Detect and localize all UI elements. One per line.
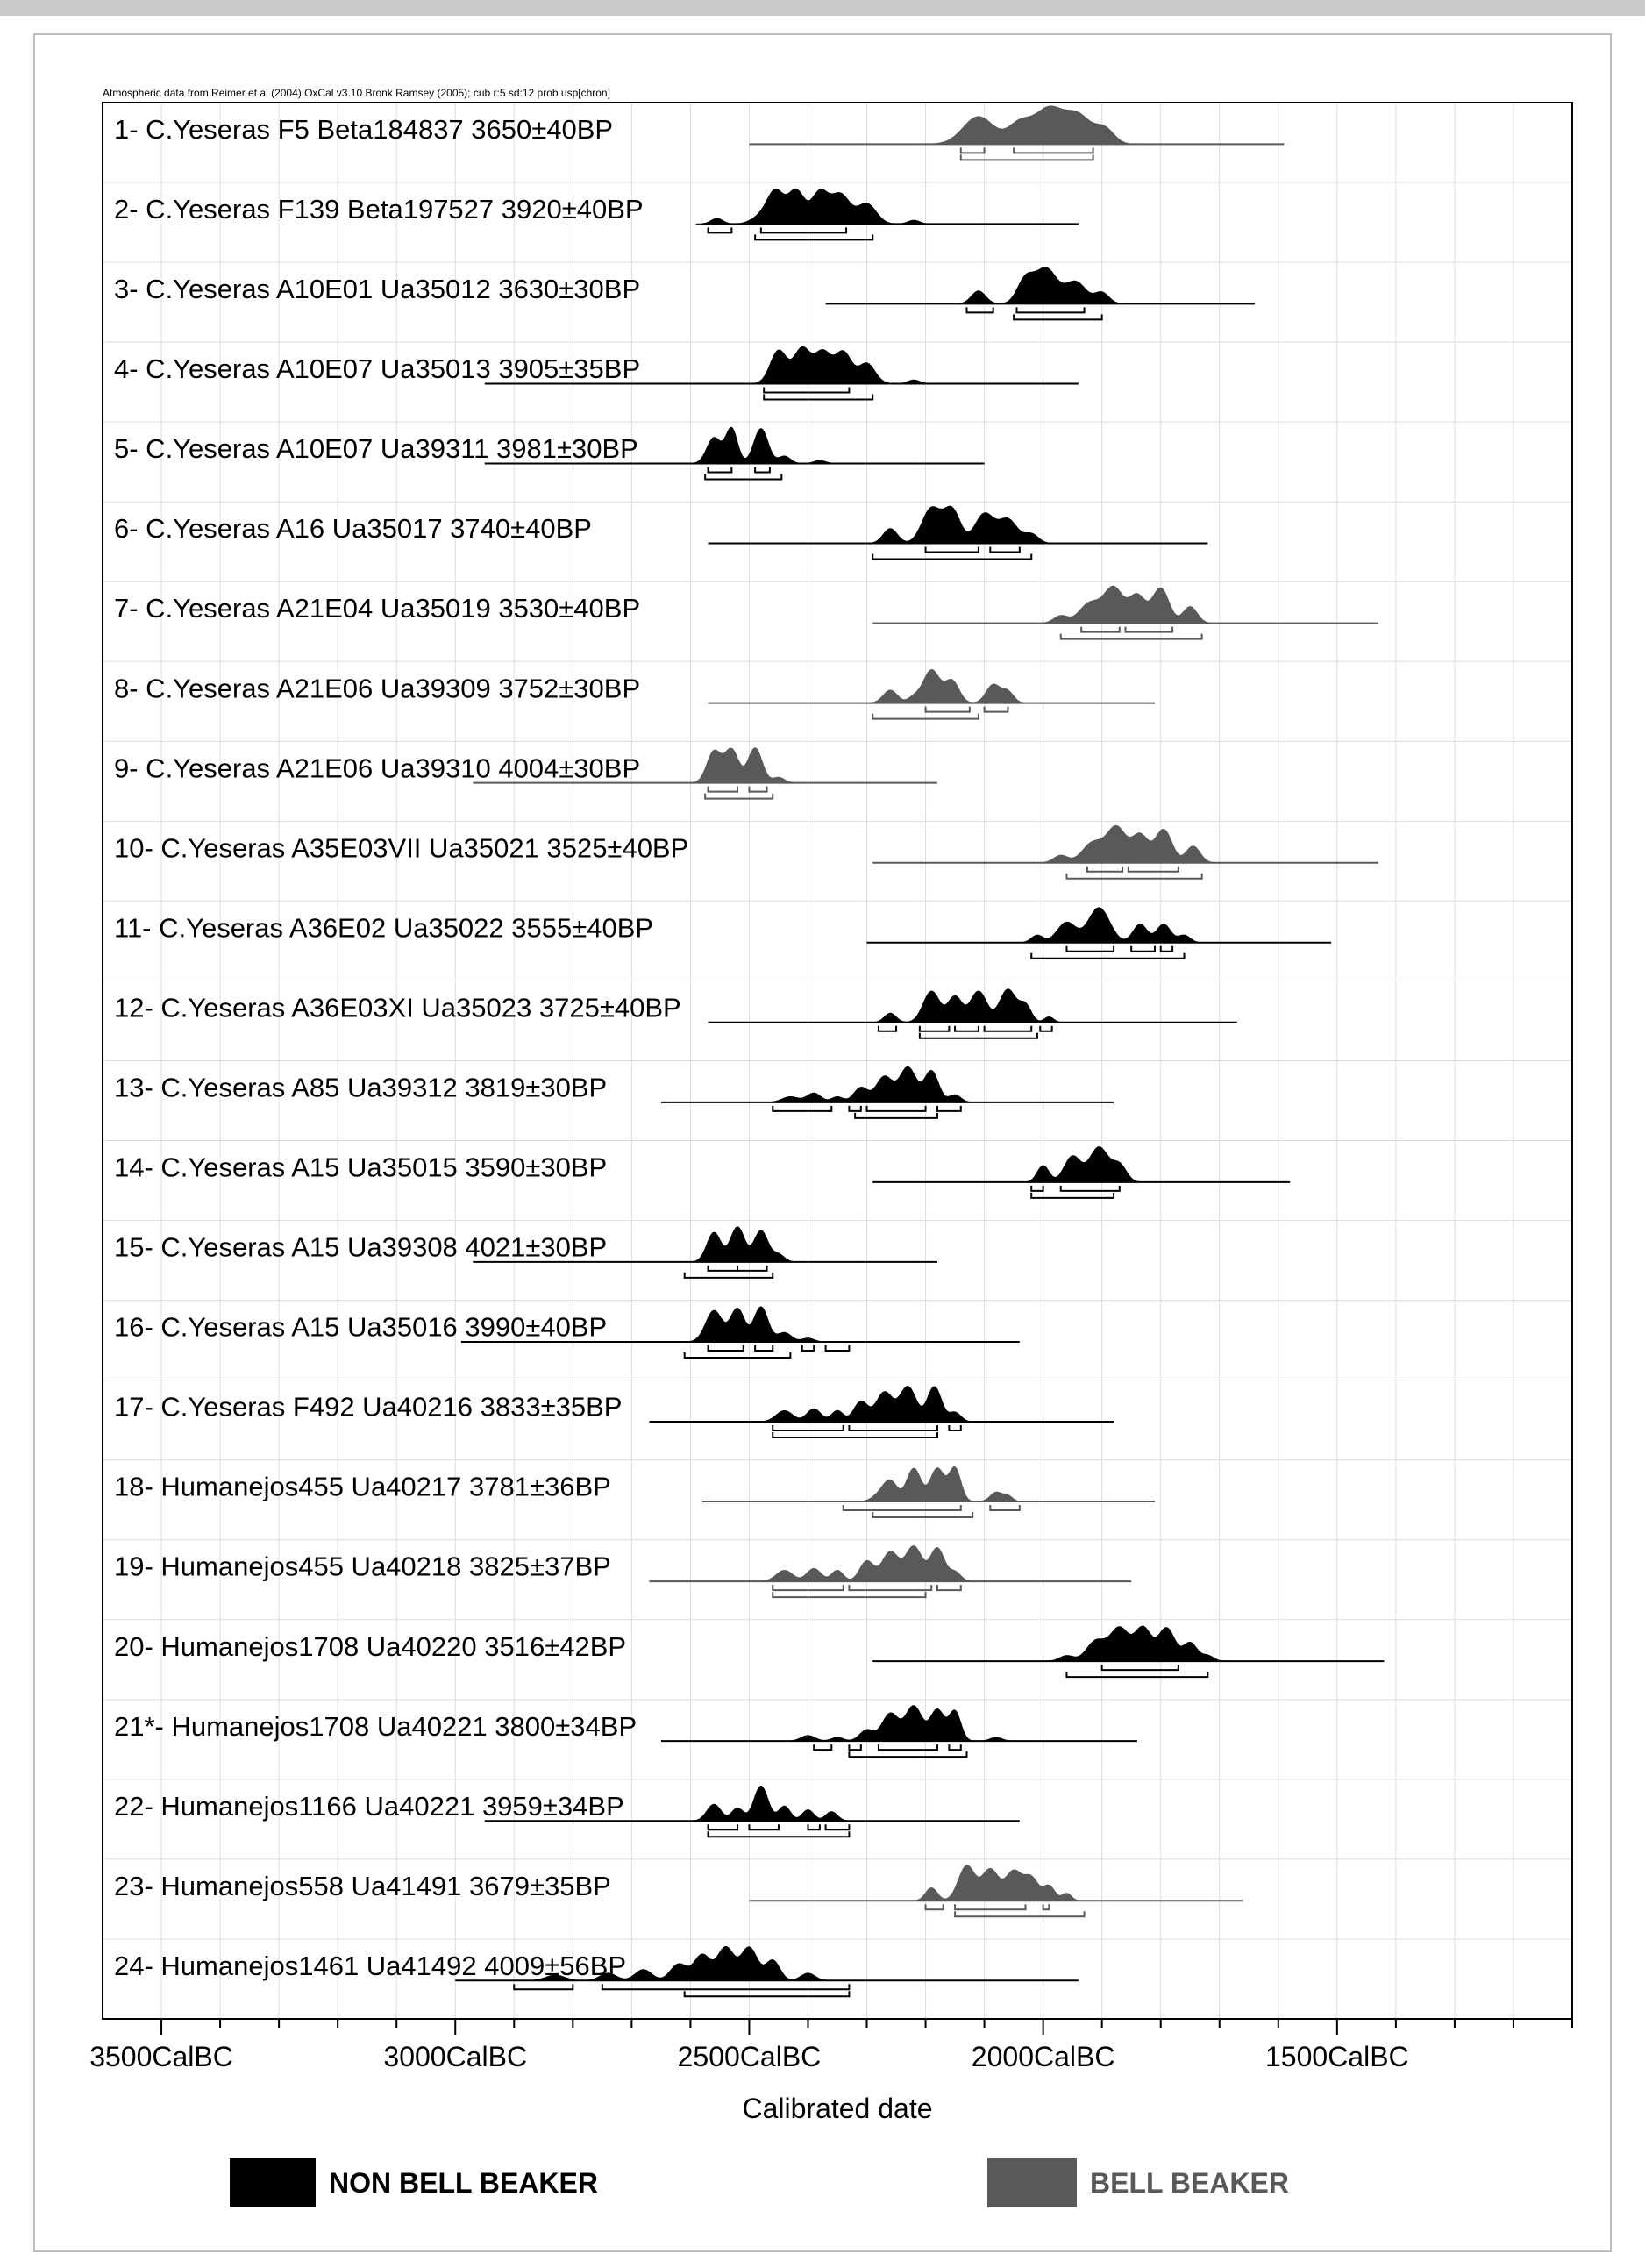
sigma2-bracket [705, 474, 781, 480]
density-curve [689, 1227, 799, 1262]
sigma2-bracket [872, 554, 1031, 560]
sigma1-bracket [1066, 946, 1114, 952]
x-axis-tick-labels [89, 2041, 1408, 2072]
series-label: 1- C.Yeseras F5 Beta184837 3650±40BP [114, 113, 614, 145]
sigma2-bracket [1031, 953, 1184, 959]
sigma1-bracket [1129, 867, 1179, 872]
density-curve [1042, 1626, 1228, 1661]
sigma2-bracket [1014, 314, 1102, 319]
series-label: 24- Humanejos1461 Ua41492 4009±56BP [114, 1950, 627, 1981]
sigma1-bracket [926, 547, 979, 553]
sigma1-bracket [808, 1824, 819, 1829]
legend-swatch-non-bell-beaker [230, 2158, 316, 2207]
density-curve [756, 1387, 976, 1422]
x-tick-label: 3500CalBC [89, 2041, 233, 2072]
sigma1-bracket [990, 547, 1020, 553]
x-tick-label: 2500CalBC [677, 2041, 822, 2072]
sigma2-bracket [773, 1592, 925, 1597]
series-row [114, 189, 1079, 239]
series-label: 18- Humanejos455 Ua40217 3781±36BP [114, 1471, 611, 1502]
sigma1-bracket [709, 1266, 738, 1271]
series-label: 23- Humanejos558 Ua41491 3679±35BP [114, 1870, 611, 1901]
x-tick-label: 2000CalBC [971, 2041, 1115, 2072]
sigma1-bracket [849, 1425, 937, 1430]
chart-subtitle: Atmospheric data from Reimer et al (2004);OxCal v3.10 Bronk Ramsey (2005); cub r:5 sd:12 prob usp[chron] [103, 87, 610, 99]
sigma2-bracket [709, 1831, 850, 1837]
density-curve [762, 1066, 976, 1102]
legend-label-bell-beaker: BELL BEAKER [1090, 2167, 1289, 2199]
series-row [114, 670, 1155, 719]
series-row [114, 267, 1255, 320]
series-label: 16- C.Yeseras A15 Ua35016 3990±40BP [114, 1311, 608, 1343]
series-row [114, 1147, 1290, 1198]
sigma1-bracket [826, 1824, 850, 1829]
series-row [114, 908, 1331, 959]
sigma1-bracket [937, 1106, 961, 1111]
legend-swatch-bell-beaker [987, 2158, 1077, 2207]
sigma1-bracket [961, 147, 985, 153]
sigma1-bracket [1125, 627, 1172, 632]
series-row [114, 506, 1207, 559]
sigma2-bracket [961, 154, 1093, 160]
sigma1-bracket [602, 1984, 850, 1989]
x-axis-label: Calibrated date [742, 2093, 933, 2124]
sigma1-bracket [849, 1106, 860, 1111]
series-row [114, 825, 1378, 878]
series-label: 14- C.Yeseras A15 Ua35015 3590±30BP [114, 1152, 608, 1183]
top-border-bar [0, 0, 1645, 16]
sigma1-bracket [826, 1345, 850, 1351]
sigma1-bracket [764, 387, 849, 392]
series-row [114, 1066, 1114, 1117]
series-row [114, 1865, 1243, 1916]
legend-label-non-bell-beaker: NON BELL BEAKER [329, 2167, 598, 2199]
sigma2-bracket [1031, 1193, 1114, 1198]
sigma1-bracket [709, 467, 732, 473]
sigma1-bracket [985, 1026, 1032, 1031]
series-row [114, 427, 985, 479]
series-label: 17- C.Yeseras F492 Ua40216 3833±35BP [114, 1391, 623, 1423]
sigma1-bracket [1014, 147, 1093, 153]
density-curve [783, 1706, 1016, 1742]
sigma1-bracket [749, 787, 766, 792]
series-row [114, 989, 1237, 1038]
series-label: 12- C.Yeseras A36E03XI Ua35023 3725±40BP [114, 992, 681, 1023]
sigma2-bracket [1066, 1672, 1207, 1677]
sigma2-bracket [872, 1512, 972, 1517]
x-tick-label: 3000CalBC [383, 2041, 528, 2072]
sigma1-bracket [1040, 1026, 1051, 1031]
density-curve [689, 427, 840, 463]
density-curve [1036, 825, 1218, 862]
sigma1-bracket [1131, 946, 1155, 952]
sigma2-bracket [685, 1352, 791, 1358]
sigma2-bracket [685, 1991, 850, 1996]
series-label: 9- C.Yeseras A21E06 Ua39310 4004±30BP [114, 752, 641, 784]
density-curve [911, 1865, 1083, 1901]
series-label: 8- C.Yeseras A21E06 Ua39309 3752±30BP [114, 673, 641, 704]
sigma1-bracket [966, 307, 993, 312]
sigma1-bracket [920, 1026, 950, 1031]
sigma1-bracket [1031, 1186, 1043, 1191]
density-curve [954, 267, 1127, 304]
sigma1-bracket [1016, 307, 1084, 312]
sigma1-bracket [990, 1505, 1020, 1510]
x-axis-ticks [161, 2019, 1572, 2035]
sigma1-bracket [867, 1106, 926, 1111]
sigma1-bracket [849, 1585, 931, 1590]
sigma1-bracket [949, 1425, 960, 1430]
sigma1-bracket [1161, 946, 1172, 952]
series-label: 6- C.Yeseras A16 Ua35017 3740±40BP [114, 513, 592, 545]
legend [230, 2158, 1289, 2207]
series-row [114, 1467, 1155, 1518]
sigma1-bracket [761, 227, 846, 232]
density-curve [689, 748, 799, 783]
series-label: 4- C.Yeseras A10E07 Ua35013 3905±35BP [114, 353, 641, 385]
calibration-chart [35, 35, 1610, 2250]
sigma1-bracket [709, 1824, 738, 1829]
sigma1-bracket [755, 1345, 773, 1351]
series-label: 13- C.Yeseras A85 Ua39312 3819±30BP [114, 1072, 608, 1103]
x-tick-label: 1500CalBC [1265, 2041, 1409, 2072]
sigma2-bracket [1066, 874, 1201, 879]
density-curve [865, 506, 1056, 543]
density-curve [865, 670, 1029, 703]
sigma1-bracket [1087, 867, 1122, 872]
series-row [114, 1947, 1079, 1997]
series-row [114, 1307, 1020, 1358]
sigma1-bracket [737, 1266, 767, 1271]
density-curve [1036, 586, 1215, 623]
density-curve [925, 106, 1138, 144]
series-label: 11- C.Yeseras A36E02 Ua35022 3555±40BP [114, 912, 654, 944]
sigma1-bracket [749, 1824, 779, 1829]
sigma1-bracket [514, 1984, 573, 1989]
sigma1-bracket [755, 467, 770, 473]
sigma2-bracket [773, 1432, 937, 1437]
sigma1-bracket [709, 787, 738, 792]
figure-frame [33, 33, 1612, 2252]
series-row [114, 586, 1378, 638]
series-label: 22- Humanejos1166 Ua40221 3959±34BP [114, 1790, 624, 1822]
series-label: 10- C.Yeseras A35E03VII Ua35021 3525±40BP [114, 832, 689, 864]
series-label: 3- C.Yeseras A10E01 Ua35012 3630±30BP [114, 274, 641, 305]
sigma1-bracket [879, 1026, 896, 1031]
sigma1-bracket [949, 1744, 960, 1750]
sigma1-bracket [1102, 1665, 1179, 1670]
sigma1-bracket [1043, 1904, 1050, 1909]
sigma2-bracket [1061, 634, 1202, 639]
series-label: 2- C.Yeseras F139 Beta197527 3920±40BP [114, 194, 644, 225]
sigma1-bracket [814, 1744, 831, 1750]
sigma2-bracket [764, 394, 872, 399]
series-row [114, 1387, 1114, 1437]
series-row [114, 1546, 1131, 1597]
density-curve [1016, 908, 1205, 943]
density-curve [854, 1467, 1024, 1502]
sigma1-bracket [709, 1345, 744, 1351]
sigma1-bracket [879, 1744, 937, 1750]
sigma1-bracket [926, 1904, 944, 1909]
sigma1-bracket [926, 707, 970, 712]
sigma1-bracket [849, 1744, 860, 1750]
series-row [114, 346, 1079, 399]
density-curve [696, 189, 935, 224]
series-row [114, 106, 1285, 160]
sigma1-bracket [773, 1106, 831, 1111]
sigma2-bracket [685, 1273, 773, 1278]
sigma2-bracket [955, 1911, 1084, 1916]
series-row [114, 748, 937, 799]
series-label: 19- Humanejos455 Ua40218 3825±37BP [114, 1551, 611, 1582]
sigma1-bracket [955, 1904, 1025, 1909]
series-label: 7- C.Yeseras A21E04 Ua35019 3530±40BP [114, 593, 641, 624]
sigma1-bracket [937, 1585, 961, 1590]
series-row [114, 1227, 937, 1278]
series-row [114, 1786, 1020, 1837]
sigma2-bracket [705, 794, 773, 799]
sigma1-bracket [955, 1026, 979, 1031]
density-curve [685, 1307, 829, 1342]
series-label: 21*- Humanejos1708 Ua40221 3800±34BP [114, 1710, 637, 1742]
series-label: 20- Humanejos1708 Ua40220 3516±42BP [114, 1630, 627, 1662]
sigma1-bracket [1081, 627, 1120, 632]
sigma2-bracket [755, 234, 872, 239]
density-curve [870, 989, 1065, 1023]
sigma1-bracket [844, 1505, 961, 1510]
sigma1-bracket [985, 707, 1008, 712]
density-curve [750, 346, 935, 383]
sigma1-bracket [709, 227, 732, 232]
series-label: 5- C.Yeseras A10E07 Ua39311 3981±30BP [114, 433, 638, 465]
series-label: 15- C.Yeseras A15 Ua39308 4021±30BP [114, 1231, 608, 1263]
series-row [114, 1706, 1137, 1757]
sigma2-bracket [920, 1033, 1037, 1038]
density-curve [1022, 1147, 1144, 1182]
sigma2-bracket [855, 1113, 937, 1118]
density-curve [756, 1546, 976, 1582]
density-curve [689, 1786, 852, 1821]
sigma1-bracket [1061, 1186, 1120, 1191]
